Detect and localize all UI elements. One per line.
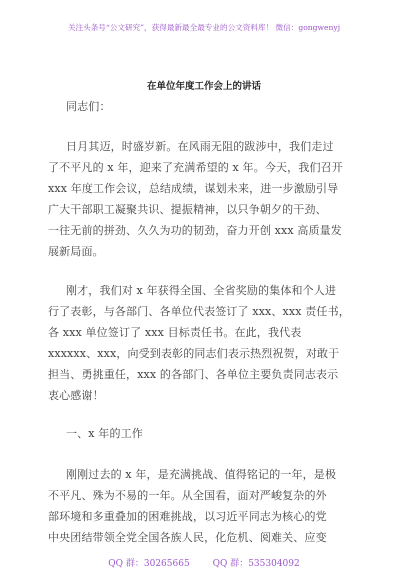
paragraph-line: 行了表彰，与各部门、各单位代表签订了 xxx、xxx 责任书， (48, 305, 350, 318)
section-heading: 一、x 年的工作 (66, 427, 143, 440)
paragraph-line: xxx 年度工作会议，总结成绩，谋划未来，进一步激励引导 (48, 182, 339, 195)
paragraph-line: 各 xxx 单位签订了 xxx 目标责任书。在此，我代表 (48, 326, 302, 339)
paragraph-line: 刚才，我们对 x 年获得全国、全省奖励的集体和个人进 (66, 284, 337, 297)
paragraph-line: 一往无前的拼劲、久久为功的韧劲，奋力开创 xxx 高质量发 (48, 224, 342, 237)
paragraph-line: 衷心感谢！ (48, 389, 104, 402)
paragraph-line: 广大干部职工凝聚共识、提振精神，以只争朝夕的干劲、 (48, 203, 327, 216)
paragraph-line: 了不平凡的 x 年，迎来了充满希望的 x 年。今天，我们召开 (48, 161, 343, 174)
paragraph-line: 担当、勇挑重任，xxx 的各部门、各单位主要负责同志表示 (48, 368, 339, 381)
paragraph-line: 展新局面。 (48, 245, 104, 258)
paragraph-line: 不平凡、殊为不易的一年。从全国看，面对严峻复杂的外 (48, 489, 327, 502)
footer-qq-group-1: QQ 群：30265665 (108, 559, 190, 569)
paragraph-line: 中央团结带领全党全国各族人民，化危机、阅难关、应变 (48, 531, 327, 544)
document-title: 在单位年度工作会上的讲话 (146, 81, 261, 92)
paragraph-line: 日月其迈，时盛岁新。在风雨无阻的跋涉中，我们走过 (66, 140, 334, 153)
footer-qq-group-2: QQ 群：535304092 (212, 559, 300, 569)
header-notice: 关注头条号“公文研究”，获得最新最全最专业的公文资料库！ 微信：gongwenyj (67, 23, 341, 32)
paragraph-line: 部环境和多重叠加的困难挑战，以习近平同志为核心的党 (48, 510, 327, 523)
paragraph-line: xxxxxx、xxx，向受到表彰的同志们表示热烈祝贺，对敢于 (48, 347, 340, 360)
paragraph-line: 刚刚过去的 x 年，是充满挑战、值得铭记的一年，是极 (66, 468, 337, 481)
greeting: 同志们： (66, 100, 111, 113)
footer-contact (0, 556, 408, 569)
